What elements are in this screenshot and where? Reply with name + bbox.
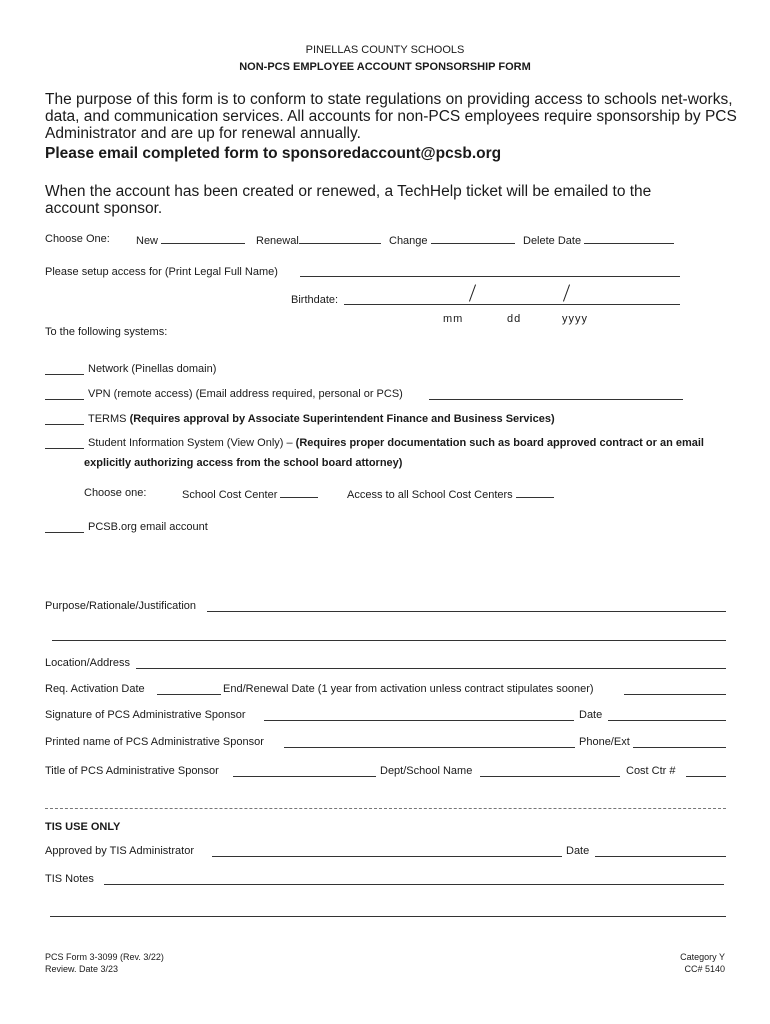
terms-option bbox=[88, 413, 555, 425]
legal-name-label: Please setup access for (Print Legal Full Name) bbox=[45, 266, 278, 278]
new-blank[interactable] bbox=[161, 233, 245, 244]
sis-blank[interactable] bbox=[45, 448, 84, 449]
dept-label: Dept/School Name bbox=[380, 765, 473, 777]
location-field[interactable] bbox=[136, 668, 726, 669]
dept-field[interactable] bbox=[480, 776, 620, 777]
option-change-label: Change bbox=[389, 235, 428, 247]
purpose-label: Purpose/Rationale/Justification bbox=[45, 600, 197, 612]
change-blank[interactable] bbox=[431, 233, 515, 244]
cost-ctr-field[interactable] bbox=[686, 776, 726, 777]
option-delete-date bbox=[523, 233, 674, 247]
option-new-label: New bbox=[136, 235, 159, 247]
vpn-email-field[interactable] bbox=[429, 399, 683, 400]
network-option: Network (Pinellas domain) bbox=[88, 363, 217, 375]
school-cost-center-label: School Cost Center bbox=[182, 489, 278, 501]
cc-number: CC# 5140 bbox=[684, 964, 725, 974]
renewal-blank[interactable] bbox=[299, 233, 381, 244]
birthdate-dd-hint: dd bbox=[507, 313, 522, 325]
all-cost-centers-label: Access to all School Cost Centers bbox=[347, 489, 513, 501]
school-cost-center-option bbox=[182, 487, 318, 501]
all-cost-centers-blank[interactable] bbox=[516, 487, 554, 498]
category: Category Y bbox=[680, 952, 725, 962]
option-delete-date-label: Delete Date bbox=[523, 235, 582, 247]
title-field[interactable] bbox=[233, 776, 376, 777]
email-account-blank[interactable] bbox=[45, 532, 84, 533]
sis-option bbox=[88, 437, 704, 449]
school-district-name: PINELLAS COUNTY SCHOOLS bbox=[305, 44, 465, 56]
terms-requirement: (Requires approval by Associate Superintendent Finance and Business Services) bbox=[129, 413, 555, 425]
option-renewal bbox=[256, 233, 381, 247]
sis-label: Student Information System (View Only) – bbox=[88, 437, 293, 449]
legal-name-field[interactable] bbox=[300, 276, 680, 277]
tis-heading: TIS USE ONLY bbox=[45, 821, 121, 833]
birthdate-label: Birthdate: bbox=[291, 294, 339, 306]
printed-name-field[interactable] bbox=[284, 747, 575, 748]
purpose-field-line-2[interactable] bbox=[52, 640, 726, 641]
req-activation-field[interactable] bbox=[157, 694, 221, 695]
email-account-option: PCSB.org email account bbox=[88, 521, 208, 533]
terms-blank[interactable] bbox=[45, 424, 84, 425]
tis-approved-label: Approved by TIS Administrator bbox=[45, 845, 194, 857]
school-cost-center-blank[interactable] bbox=[280, 487, 318, 498]
req-activation-label: Req. Activation Date bbox=[45, 683, 145, 695]
sis-requirement-cont: explicitly authorizing access from the school board attorney) bbox=[84, 457, 403, 469]
phone-field[interactable] bbox=[633, 747, 726, 748]
sis-choose-one-label: Choose one: bbox=[84, 487, 147, 499]
section-divider bbox=[45, 808, 726, 809]
vpn-option: VPN (remote access) (Email address required, personal or PCS) bbox=[88, 388, 403, 400]
signature-field[interactable] bbox=[264, 720, 574, 721]
birthdate-mm-hint: mm bbox=[443, 313, 464, 325]
printed-name-label: Printed name of PCS Administrative Sponsor bbox=[45, 736, 264, 748]
signature-date-field[interactable] bbox=[608, 720, 726, 721]
end-renewal-field[interactable] bbox=[624, 694, 726, 695]
location-label: Location/Address bbox=[45, 657, 130, 669]
tis-approved-field[interactable] bbox=[212, 856, 562, 857]
end-renewal-label: End/Renewal Date (1 year from activation unless contract stipulates sooner) bbox=[223, 683, 594, 695]
birthdate-yyyy-hint: yyyy bbox=[562, 313, 588, 325]
purpose-field[interactable] bbox=[207, 611, 726, 612]
option-renewal-label: Renewal bbox=[256, 235, 299, 247]
option-new bbox=[136, 233, 245, 247]
birthdate-field[interactable] bbox=[344, 304, 680, 305]
network-blank[interactable] bbox=[45, 374, 84, 375]
systems-label: To the following systems: bbox=[45, 326, 168, 338]
review-date: Review. Date 3/23 bbox=[45, 964, 119, 974]
phone-label: Phone/Ext bbox=[579, 736, 630, 748]
purpose-paragraph: The purpose of this form is to conform to state regulations on providing access to schools net-works, data, and communication services. All accounts for non-PCS employees require sponsorship by PCS Administrator and are up for renewal annually. bbox=[45, 91, 737, 142]
sis-requirement: (Requires proper documentation such as board approved contract or an email bbox=[295, 437, 704, 449]
signature-date-label: Date bbox=[579, 709, 603, 721]
tis-notes-field[interactable] bbox=[104, 884, 724, 885]
cost-ctr-label: Cost Ctr # bbox=[626, 765, 676, 777]
delete-date-blank[interactable] bbox=[584, 233, 674, 244]
tis-date-field[interactable] bbox=[595, 856, 726, 857]
tis-notes-field-line-2[interactable] bbox=[50, 916, 726, 917]
option-change bbox=[389, 233, 515, 247]
signature-label: Signature of PCS Administrative Sponsor bbox=[45, 709, 246, 721]
date-separator-1 bbox=[469, 284, 476, 301]
title-label: Title of PCS Administrative Sponsor bbox=[45, 765, 219, 777]
email-instruction: Please email completed form to sponsoredaccount@pcsb.org bbox=[45, 145, 502, 162]
form-number: PCS Form 3-3099 (Rev. 3/22) bbox=[45, 952, 164, 962]
tis-date-label: Date bbox=[566, 845, 590, 857]
all-cost-centers-option bbox=[347, 487, 554, 501]
tis-notes-label: TIS Notes bbox=[45, 873, 94, 885]
techhelp-paragraph: When the account has been created or renewed, a TechHelp ticket will be emailed to the account sponsor. bbox=[45, 183, 652, 217]
form-title: NON-PCS EMPLOYEE ACCOUNT SPONSORSHIP FORM bbox=[239, 61, 531, 73]
terms-label: TERMS bbox=[88, 413, 127, 425]
choose-one-label: Choose One: bbox=[45, 233, 110, 245]
date-separator-2 bbox=[563, 284, 570, 301]
vpn-blank[interactable] bbox=[45, 399, 84, 400]
